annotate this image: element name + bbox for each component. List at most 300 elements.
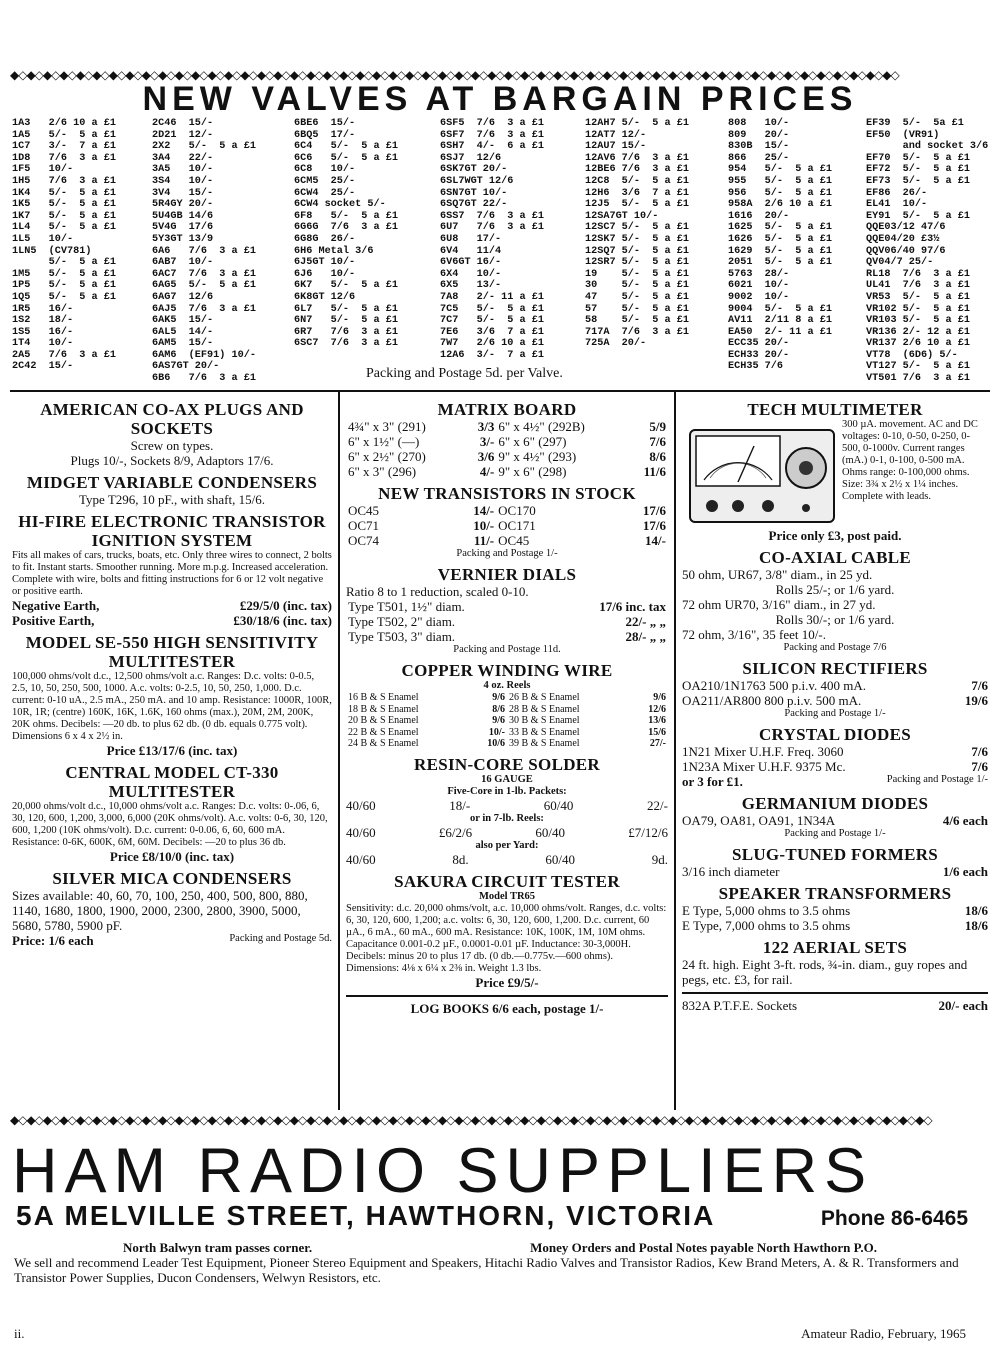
multimeter-image — [688, 422, 836, 526]
midget-condensers-ad — [12, 473, 332, 507]
valve-entry: 1M5 5/- 5 a £1 — [12, 268, 116, 280]
valve-entry: AV11 2/11 8 a £1 — [728, 315, 832, 327]
rectifier-price: 19/6 — [964, 693, 988, 708]
transistors-title: NEW TRANSISTORS IN STOCK — [378, 484, 636, 503]
vernier-row-cell: 22/- „ „ — [625, 614, 666, 629]
tech-multimeter-price: Price only £3, post paid. — [768, 528, 902, 543]
copper-row-cell: 18 B & S Enamel — [348, 703, 419, 715]
valve-entry: 19 5/- 5 a £1 — [585, 268, 689, 280]
matrix-row-cell: 3/3 — [477, 419, 495, 434]
vernier-row — [346, 599, 668, 614]
solder-ad — [346, 755, 668, 867]
copper-row-cell: 39 B & S Enamel — [508, 738, 580, 749]
germanium-packing: Packing and Postage 1/- — [784, 828, 886, 839]
valve-entry: 6SS7 7/6 3 a £1 — [440, 210, 544, 222]
tech-multimeter-text: 300 µA. movement. AC and DC voltages: 0-10, 0-50, 0-250, 0-500, 0-1000v. Current ranges (mA.) 0-1, 0-100, 0-500 mA. Ohms range: 0-100,000 ohms. Size: 3¾ x 2½ x 1¼ inches. Complete with leads. — [842, 419, 978, 502]
valve-entry: 6F8 5/- 5 a £1 — [294, 210, 398, 222]
vernier-intro: Ratio 8 to 1 reduction, scaled 0-10. — [346, 584, 529, 599]
valve-entry: 12SQ7 5/- 5 a £1 — [585, 245, 689, 257]
valve-entry: EL41 10/- — [866, 199, 928, 211]
valve-entry: VR103 5/- 5 a £1 — [866, 315, 970, 327]
valve-entry: 6BQ5 17/- — [294, 129, 356, 141]
tram-note: North Balwyn tram passes corner. — [123, 1240, 313, 1255]
valve-entry: 5U4GB 14/6 — [152, 210, 214, 222]
coaxial-line: Rolls 25/-; or 1/6 yard. — [775, 582, 895, 597]
speaker-transformers-title: SPEAKER TRANSFORMERS — [718, 884, 952, 903]
matrix-board-title: MATRIX BOARD — [437, 400, 577, 419]
valve-entry: ECH35 7/6 — [728, 361, 784, 373]
se550-title: MODEL SE-550 HIGH SENSITIVITY MULTITESTER — [25, 633, 319, 671]
matrix-row-cell: 9" x 4½" (293) — [498, 449, 577, 464]
transistors-table — [346, 503, 668, 548]
solder-packets-label: Five-Core in 1-lb. Packets: — [447, 785, 567, 797]
valve-column-7 — [866, 118, 988, 385]
valve-entry: 954 5/- 5 a £1 — [728, 164, 832, 176]
copper-row-cell: 33 B & S Enamel — [508, 726, 580, 738]
transistor-row — [346, 533, 668, 548]
valve-entry: VT127 5/- 5 a £1 — [866, 361, 970, 373]
valve-entry: 12AU7 15/- — [585, 141, 647, 153]
section-divider — [10, 390, 990, 392]
crystal-desc: 1N23A Mixer U.H.F. 9375 Mc. — [682, 759, 846, 774]
valve-entry: 1F5 10/- — [12, 164, 74, 176]
valve-entry: 1R5 16/- — [12, 303, 74, 315]
middle-column — [346, 400, 668, 1108]
solder-yard-label: also per Yard: — [475, 839, 539, 851]
vernier-row-cell: 17/6 inc. tax — [599, 599, 666, 614]
valve-entry: QQE04/20 £3½ — [866, 233, 940, 245]
valve-entry: QQV06/40 97/6 — [866, 245, 946, 257]
headline: NEW VALVES AT BARGAIN PRICES — [142, 80, 858, 118]
transistor-row-cell: OC74 — [348, 533, 380, 548]
coax-plugs-ad — [12, 400, 332, 468]
germanium-diodes-title: GERMANIUM DIODES — [741, 794, 929, 813]
valve-column-4 — [440, 118, 544, 361]
valve-entry: 3S4 10/- — [152, 175, 214, 187]
valve-entry: 6CW4 socket 5/- — [294, 199, 386, 211]
valve-entry: VT501 7/6 3 a £1 — [866, 373, 970, 385]
valve-entry: EA50 2/- 11 a £1 — [728, 326, 832, 338]
valve-entry: 7C7 5/- 5 a £1 — [440, 315, 544, 327]
tech-multimeter-ad — [682, 400, 988, 543]
valve-entry: 12SC7 5/- 5 a £1 — [585, 222, 689, 234]
matrix-row-cell: 6" x 1½" (—) — [348, 434, 420, 449]
ptfe-sockets-ad — [682, 992, 988, 1013]
copper-row-cell: 10/6 — [487, 738, 505, 749]
matrix-board-ad — [346, 400, 668, 479]
midget-text: Type T296, 10 pF., with shaft, 15/6. — [79, 492, 265, 507]
speaker-price: 18/6 — [964, 918, 988, 933]
vernier-row — [346, 629, 668, 644]
copper-row-cell: 22 B & S Enamel — [348, 726, 419, 738]
valve-entry: 58 5/- 5 a £1 — [585, 315, 689, 327]
silver-mica-price: Price: 1/6 each — [12, 933, 94, 948]
transistor-row-cell: 14/- — [473, 503, 495, 518]
ptfe-sockets-price: 20/- each — [938, 998, 988, 1013]
page-number: ii. — [14, 1326, 25, 1341]
valve-entry: 6AB7 10/- — [152, 257, 214, 269]
se550-ad — [12, 633, 332, 758]
hifire-title: HI-FIRE ELECTRONIC TRANSISTOR IGNITION SYSTEM — [18, 512, 326, 550]
silicon-rectifiers-title: SILICON RECTIFIERS — [742, 659, 928, 678]
valve-entry: 1629 5/- 5 a £1 — [728, 245, 832, 257]
copper-row-cell: 24 B & S Enamel — [348, 738, 419, 749]
positive-earth-price: £30/18/6 (inc. tax) — [233, 613, 332, 628]
valve-entry: 7E6 3/6 7 a £1 — [440, 326, 544, 338]
valve-entry: 6AM5 15/- — [152, 338, 214, 350]
speaker-desc: E Type, 7,000 ohms to 3.5 ohms — [682, 918, 851, 933]
transistors-packing: Packing and Postage 1/- — [456, 548, 558, 559]
valve-entry: 6SQ7GT 22/- — [440, 199, 508, 211]
germanium-diodes-ad — [682, 794, 988, 840]
ct330-price: Price £8/10/0 (inc. tax) — [109, 849, 235, 864]
valve-entry: 1K4 5/- 5 a £1 — [12, 187, 116, 199]
valve-entry: 6BE6 15/- — [294, 118, 356, 129]
valve-entry: 5V4G 17/6 — [152, 222, 214, 234]
valve-entry: 955 5/- 5 a £1 — [728, 175, 832, 187]
germanium-text: OA79, OA81, OA91, 1N34A — [682, 813, 836, 828]
valve-entry: 808 10/- — [728, 118, 790, 129]
coaxial-packing: Packing and Postage 7/6 — [783, 642, 887, 653]
valve-entry: EF86 26/- — [866, 187, 928, 199]
valve-entry: 57 5/- 5 a £1 — [585, 303, 689, 315]
valve-entry: EY91 5/- 5 a £1 — [866, 210, 970, 222]
crystal-packing: Packing and Postage 1/- — [886, 774, 988, 785]
valve-entry: 6CM5 25/- — [294, 175, 356, 187]
coaxial-line: 72 ohm UR70, 3/16" diam., in 27 yd. — [682, 597, 876, 612]
transistor-row-cell: 14/- — [645, 533, 666, 548]
matrix-row-cell: 6" x 4½" (292B) — [498, 419, 585, 434]
solder-cell: 22/- — [647, 797, 668, 813]
valve-entry: EF50 (VR91) — [866, 129, 940, 141]
valve-entry: 7A8 2/- 11 a £1 — [440, 291, 544, 303]
valve-entry: 6H6 Metal 3/6 — [294, 245, 374, 257]
copper-row-cell: 12/6 — [648, 703, 666, 715]
valve-entry: 5763 28/- — [728, 268, 790, 280]
valve-entry: 1H5 7/6 3 a £1 — [12, 175, 116, 187]
copper-row-cell: 27/- — [649, 738, 666, 749]
copper-row-cell: 26 B & S Enamel — [508, 692, 580, 703]
coaxial-cable-title: CO-AXIAL CABLE — [758, 548, 912, 567]
transistor-row-cell: 11/- — [473, 533, 495, 548]
solder-title: RESIN-CORE SOLDER — [414, 754, 600, 774]
copper-row-cell: 9/6 — [492, 715, 505, 726]
valve-entry: 2D21 12/- — [152, 129, 214, 141]
coax-plugs-title: AMERICAN CO-AX PLUGS AND SOCKETS — [40, 400, 304, 438]
copper-row-cell: 16 B & S Enamel — [348, 692, 419, 703]
solder-cell: 8d. — [452, 851, 469, 867]
copper-row-cell: 8/6 — [492, 703, 505, 715]
midget-title: MIDGET VARIABLE CONDENSERS — [26, 473, 318, 492]
solder-cell: 60/40 — [543, 797, 574, 813]
matrix-row-cell: 3/6 — [477, 449, 495, 464]
valve-entry: 1626 5/- 5 a £1 — [728, 233, 832, 245]
speaker-transformers-ad — [682, 884, 988, 933]
valve-entry: 6U8 17/- — [440, 233, 502, 245]
copper-row — [346, 738, 668, 750]
matrix-row — [346, 419, 668, 434]
solder-gauge: 16 GAUGE — [481, 773, 533, 785]
valve-entry: 958A 2/6 10 a £1 — [728, 199, 832, 211]
column-divider-left — [338, 392, 340, 1110]
valve-entry: 6X4 10/- — [440, 268, 502, 280]
crystal-price: 7/6 — [971, 759, 988, 774]
rectifier-desc: OA211/AR800 800 p.i.v. 500 mA. — [682, 693, 862, 708]
valve-entry: 1D8 7/6 3 a £1 — [12, 152, 116, 164]
transistor-row-cell: OC45 — [498, 533, 530, 548]
sakura-text: Sensitivity: d.c. 20,000 ohms/volt, a.c. 10,000 ohms/volt. Ranges, d.c. volts: 6, 30, 120, 600, 1,200; a.c. volts: 6, 30, 120, 600, 1,200. D.c. current, 60 µA., 6 mA., 60 mA., 600 mA. Resistance: 10K, 100K, 1M, 10M ohms. Capacitance 0.001-0.2 µF., 0.0001-0.01 µF. Inductance: 30-3,000H. Decibels: minus 20 to plus 17 db. (0 db.—0.775v.—600 ohms). Dimensions: 4⅛ x 6¼ x 2⅜ in. Weight 1.3 lbs. — [346, 902, 667, 974]
valve-column-2 — [152, 118, 256, 385]
valve-entry: 5Y3GT 13/9 — [152, 233, 214, 245]
crystal-diodes-title: CRYSTAL DIODES — [758, 725, 912, 744]
copper-row-cell: 28 B & S Enamel — [508, 703, 580, 715]
aerial-sets-ad — [682, 938, 988, 987]
vernier-row-cell: Type T502, 2" diam. — [348, 614, 456, 629]
valve-entry: 12BE6 7/6 3 a £1 — [585, 164, 689, 176]
solder-cell: £6/2/6 — [438, 824, 473, 840]
valve-entry: 6V4 11/4 — [440, 245, 502, 257]
valve-entry: 2051 5/- 5 a £1 — [728, 257, 832, 269]
valve-entry: 866 25/- — [728, 152, 790, 164]
matrix-row-cell: 8/6 — [649, 449, 666, 464]
solder-cell: 40/60 — [346, 851, 376, 867]
copper-row-cell: 15/6 — [648, 726, 666, 738]
valve-entry: 1K7 5/- 5 a £1 — [12, 210, 116, 222]
valve-entry: 1K5 5/- 5 a £1 — [12, 199, 116, 211]
matrix-row-cell: 9" x 6" (298) — [498, 464, 567, 479]
valve-entry: 6AK5 15/- — [152, 315, 214, 327]
valve-entry: 1C7 3/- 7 a £1 — [12, 141, 116, 153]
silver-mica-title: SILVER MICA CONDENSERS — [52, 869, 292, 888]
aerial-sets-text: 24 ft. high. Eight 3-ft. rods, ¾-in. diam., guy ropes and pegs, etc. £3, for rail. — [682, 957, 968, 987]
valve-entry: 6R7 7/6 3 a £1 — [294, 326, 398, 338]
valve-entry: 1LN5 (CV781) — [12, 245, 92, 257]
valve-entry: 1P5 5/- 5 a £1 — [12, 280, 116, 292]
copper-row-cell: 20 B & S Enamel — [348, 715, 419, 726]
valve-entry: 12J5 5/- 5 a £1 — [585, 199, 689, 211]
valve-entry: 1L4 5/- 5 a £1 — [12, 222, 116, 234]
vernier-table — [346, 599, 668, 644]
valve-entry: 6C4 5/- 5 a £1 — [294, 141, 398, 153]
solder-cell: £7/12/6 — [628, 824, 668, 840]
ptfe-sockets-label: 832A P.T.F.E. Sockets — [682, 998, 798, 1013]
valve-entry: EF73 5/- 5 a £1 — [866, 175, 970, 187]
valve-entry: 12C8 5/- 5 a £1 — [585, 175, 689, 187]
slug-formers-ad — [682, 845, 988, 879]
valve-entry: ECH33 20/- — [728, 349, 790, 361]
se550-price: Price £13/17/6 (inc. tax) — [106, 743, 238, 758]
matrix-board-table — [346, 419, 668, 479]
transistor-row — [346, 518, 668, 533]
valve-entry: 12AT7 12/- — [585, 129, 647, 141]
copper-wire-table — [346, 692, 668, 750]
vernier-packing: Packing and Postage 11d. — [453, 644, 561, 655]
valve-entry: 2X2 5/- 5 a £1 — [152, 141, 256, 153]
coaxial-line: 50 ohm, UR67, 3/8" diam., in 25 yd. — [682, 567, 873, 582]
valve-entry: 1Q5 5/- 5 a £1 — [12, 291, 116, 303]
slug-formers-text: 3/16 inch diameter — [682, 864, 780, 879]
slug-formers-price: 1/6 each — [942, 864, 988, 879]
ct330-title: CENTRAL MODEL CT-330 MULTITESTER — [65, 763, 279, 801]
hifire-text: Fits all makes of cars, trucks, boats, etc. Only three wires to connect, 2 bolts to fit. Instant starts. Smoother running. More m.p.g. Increased acceleration. Complete with wire, bolts and fitting instructions for 6 or 12 volt negative or positive earth. — [12, 550, 332, 597]
valve-entry: 6G6G 7/6 3 a £1 — [294, 222, 398, 234]
valve-entry: 6AG5 5/- 5 a £1 — [152, 280, 256, 292]
copper-row — [346, 715, 668, 727]
negative-earth-label: Negative Earth, — [12, 598, 100, 613]
matrix-row-cell: 11/6 — [643, 464, 666, 479]
coax-plugs-subtitle: Screw on types. — [130, 438, 214, 453]
copper-row-cell: 30 B & S Enamel — [508, 715, 580, 726]
valve-entry: 1616 20/- — [728, 210, 790, 222]
valve-entry: RL18 7/6 3 a £1 — [866, 268, 970, 280]
valve-entry: UL41 7/6 3 a £1 — [866, 280, 970, 292]
copper-row — [346, 727, 668, 739]
valve-entry: VR102 5/- 5 a £1 — [866, 303, 970, 315]
valve-entry: EF39 5/- 5a £1 — [866, 118, 964, 129]
log-books: LOG BOOKS 6/6 each, postage 1/- — [346, 995, 668, 1016]
slug-formers-title: SLUG-TUNED FORMERS — [731, 845, 939, 864]
matrix-row-cell: 3/- — [479, 434, 495, 449]
valve-entry: 6AL5 14/- — [152, 326, 214, 338]
valve-entry: VR136 2/- 12 a £1 — [866, 326, 970, 338]
transistor-row-cell: OC71 — [348, 518, 380, 533]
valve-entry: 3A5 10/- — [152, 164, 214, 176]
top-decorative-border: ◆◇◆◇◆◇◆◇◆◇◆◇◆◇◆◇◆◇◆◇◆◇◆◇◆◇◆◇◆◇◆◇◆◇◆◇◆◇◆◇◆◇◆◇◆◇◆◇◆◇◆◇◆◇◆◇◆◇◆◇◆◇◆◇◆◇◆◇◆◇◆◇◆◇◆◇◆◇◆◇◆◇◆◇◆◇◆◇◆◇◆◇◆◇◆◇◆◇◆◇◆◇◆◇◆◇◆◇ — [10, 68, 899, 82]
transistor-row — [346, 503, 668, 518]
coaxial-cable-ad — [682, 548, 988, 654]
ct330-ad — [12, 763, 332, 864]
company-address: 5A MELVILLE STREET, HAWTHORN, VICTORIA — [16, 1200, 716, 1231]
transistor-row-cell: 10/- — [473, 518, 495, 533]
recommend-text: We sell and recommend Leader Test Equipment, Pioneer Stereo Equipment and Speakers, Hitachi Radio Valves and Transistor Radios, Kew Brand Meters, A. & R. Transformers and Transistor Power Supplies, Ducon Condensers, Welwyn Resistors, etc. — [14, 1255, 959, 1285]
valve-entry: 2C42 15/- — [12, 361, 74, 373]
matrix-row-cell: 6" x 2½" (270) — [348, 449, 426, 464]
germanium-price: 4/6 each — [942, 813, 988, 828]
valve-entry: 7C5 5/- 5 a £1 — [440, 303, 544, 315]
valve-entry: 6C6 5/- 5 a £1 — [294, 152, 398, 164]
matrix-row-cell: 7/6 — [649, 434, 666, 449]
valve-entry: 2A5 7/6 3 a £1 — [12, 349, 116, 361]
valve-entry: ECC35 20/- — [728, 338, 790, 350]
matrix-row-cell: 6" x 3" (296) — [348, 464, 417, 479]
journal-citation: Amateur Radio, February, 1965 — [801, 1326, 966, 1341]
sakura-title: SAKURA CIRCUIT TESTER — [394, 871, 620, 891]
vernier-title: VERNIER DIALS — [437, 565, 577, 584]
copper-row — [346, 704, 668, 716]
valve-entry: 6G8G 26/- — [294, 233, 356, 245]
valve-entry: 6A6 7/6 3 a £1 — [152, 245, 256, 257]
valve-entry: 7W7 2/6 10 a £1 — [440, 338, 544, 350]
valve-entry: 6SH7 4/- 6 a £1 — [440, 141, 544, 153]
valve-entry: 5R4GY 20/- — [152, 199, 214, 211]
valve-packing-note: Packing and Postage 5d. per Valve. — [366, 366, 563, 381]
valve-entry: 6L7 5/- 5 a £1 — [294, 303, 398, 315]
valve-entry: 6B6 7/6 3 a £1 — [152, 373, 256, 385]
transistor-row-cell: OC170 — [498, 503, 536, 518]
vernier-row-cell: Type T503, 3" diam. — [348, 629, 456, 644]
valve-entry: 12AH7 5/- 5 a £1 — [585, 118, 689, 129]
valve-entry: 12SR7 5/- 5 a £1 — [585, 257, 689, 269]
valve-entry: 6J6 10/- — [294, 268, 356, 280]
valve-entry: 6AC7 7/6 3 a £1 — [152, 268, 256, 280]
valve-entry: 12H6 3/6 7 a £1 — [585, 187, 689, 199]
matrix-row-cell: 4¾" x 3" (291) — [348, 419, 426, 434]
transistors-ad — [346, 484, 668, 560]
hifire-ad — [12, 512, 332, 628]
valve-entry: 3V4 15/- — [152, 187, 214, 199]
valve-entry: 9002 10/- — [728, 291, 790, 303]
vernier-row-cell: Type T501, 1½" diam. — [348, 599, 465, 614]
company-name: HAM RADIO SUPPLIERS — [12, 1136, 874, 1206]
valve-entry: 6J5GT 10/- — [294, 257, 356, 269]
coaxial-line: 72 ohm, 3/16", 35 feet 10/-. — [682, 627, 826, 642]
valve-entry: 956 5/- 5 a £1 — [728, 187, 832, 199]
se550-text: 100,000 ohms/volt d.c., 12,500 ohms/volt a.c. Ranges: D.c. volts: 0-0.5, 2.5, 10, 50, 250, 500, 1000. A.c. volts: 0-2.5, 10, 50, 250, 1,000. D.c. current: 0-10 uA., 2.5 mA., 250 mA. and 10 amp. Resistance: 1000R, 100R, 10R, 1R; (centre) 160K, 16K, 1.6K, 160 ohms (max.), 20M, 2M, 200K, 20K ohms. Decibels: —20 db. to plus 62 db. (0 db. equals 0.775 volt). Dimensions 6 x 4 x 2½ in. — [12, 671, 332, 742]
valve-entry: 12AV6 7/6 3 a £1 — [585, 152, 689, 164]
silicon-rectifiers-ad — [682, 659, 988, 720]
valve-entry: 6SK7GT 20/- — [440, 164, 508, 176]
valve-entry: 6V6GT 16/- — [440, 257, 502, 269]
valve-column-5 — [585, 118, 689, 350]
valve-entry: 2C46 15/- — [152, 118, 214, 129]
silver-mica-text: Sizes available: 40, 60, 70, 100, 250, 400, 500, 800, 880, 1140, 1680, 1800, 1900, 2000, 2300, 2800, 3900, 5000, 5680, 5780, 5900 pF. — [12, 888, 308, 933]
valve-entry: 12SA7GT 10/- — [585, 210, 659, 222]
valve-entry: 47 5/- 5 a £1 — [585, 291, 689, 303]
transistor-row-cell: OC45 — [348, 503, 380, 518]
footer-notes — [14, 1240, 986, 1285]
valve-entry: 6SN7GT 10/- — [440, 187, 508, 199]
rectifiers-packing: Packing and Postage 1/- — [784, 708, 886, 719]
transistor-row-cell: OC171 — [498, 518, 536, 533]
sakura-model: Model TR65 — [478, 890, 536, 902]
valve-column-6 — [728, 118, 832, 373]
transistor-row-cell: 17/6 — [642, 518, 666, 533]
positive-earth-label: Positive Earth, — [12, 613, 95, 628]
valve-entry: EF70 5/- 5 a £1 — [866, 152, 970, 164]
copper-row-cell: 9/6 — [653, 692, 666, 703]
valve-entry: 1A3 2/6 10 a £1 — [12, 118, 116, 129]
sakura-price: Price £9/5/- — [475, 974, 539, 990]
valve-entry: 3A4 22/- — [152, 152, 214, 164]
copper-row-cell: 10/- — [488, 726, 505, 738]
negative-earth-price: £29/5/0 (inc. tax) — [239, 598, 332, 613]
valve-entry: EF72 5/- 5 a £1 — [866, 164, 970, 176]
valve-entry: 6SJ7 12/6 — [440, 152, 502, 164]
valve-entry: 6K7 5/- 5 a £1 — [294, 280, 398, 292]
valve-column-1 — [12, 118, 116, 373]
silver-mica-ad — [12, 869, 332, 948]
solder-cell: 9d. — [651, 851, 668, 867]
vernier-row — [346, 614, 668, 629]
valve-entry: 1S2 18/- — [12, 315, 74, 327]
speaker-desc: E Type, 5,000 ohms to 3.5 ohms — [682, 903, 851, 918]
solder-cell: 18/- — [449, 797, 471, 813]
valve-entry: 12A6 3/- 7 a £1 — [440, 349, 544, 361]
company-phone: Phone 86-6465 — [820, 1207, 968, 1230]
valve-entry: 6N7 5/- 5 a £1 — [294, 315, 398, 327]
valve-entry: 809 20/- — [728, 129, 790, 141]
matrix-row — [346, 449, 668, 464]
rectifier-desc: OA210/1N1763 500 p.i.v. 400 mA. — [682, 678, 867, 693]
valve-entry: 6X5 13/- — [440, 280, 502, 292]
valve-entry: 6021 10/- — [728, 280, 790, 292]
valve-entry: 6SL7WGT 12/6 — [440, 175, 514, 187]
crystal-bulk-price: or 3 for £1. — [682, 774, 743, 789]
copper-row-cell: 13/6 — [648, 715, 666, 726]
left-column — [12, 400, 332, 1108]
valve-entry: QV04/7 25/- — [866, 257, 934, 269]
copper-wire-title: COPPER WINDING WIRE — [401, 661, 613, 680]
